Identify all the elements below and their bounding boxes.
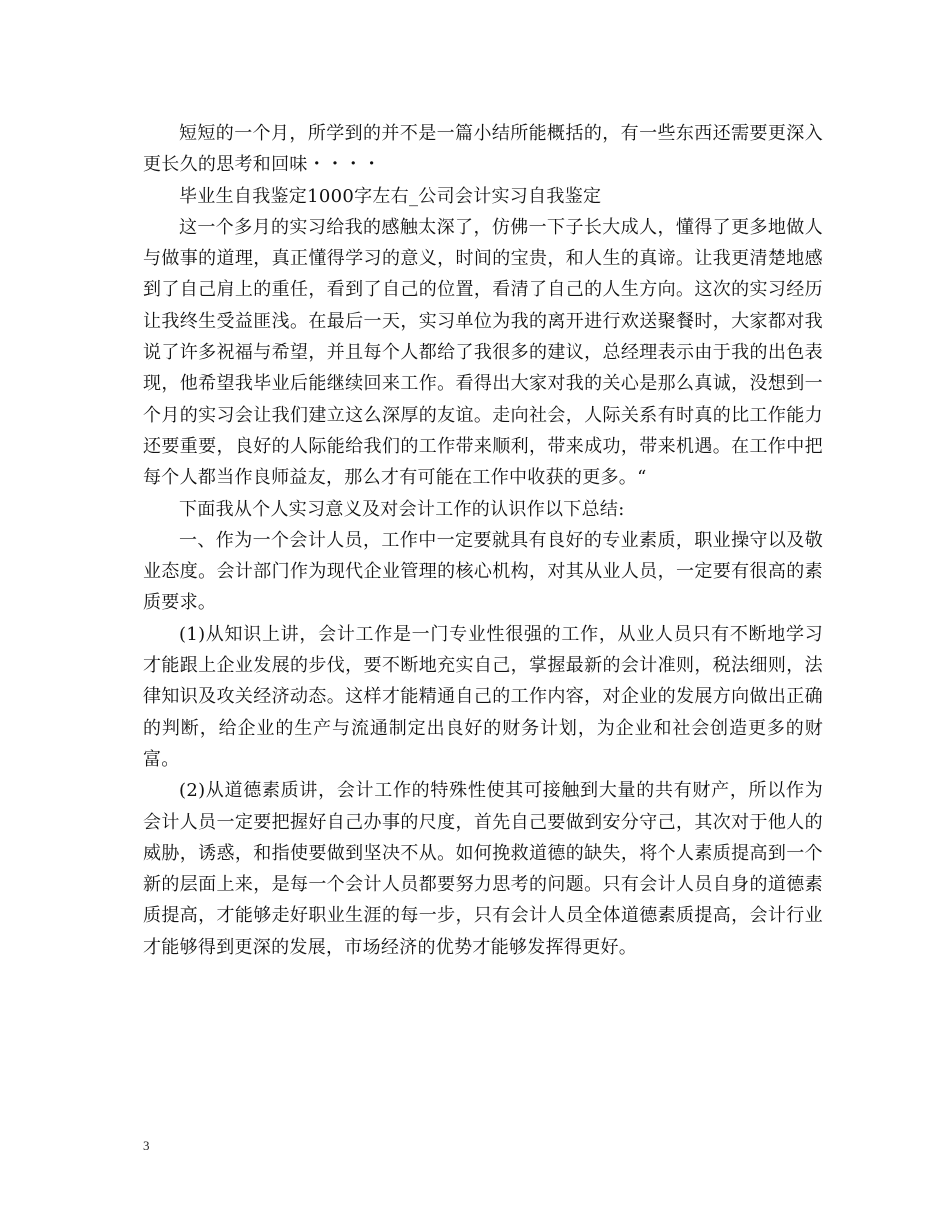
section-heading: 毕业生自我鉴定1000字左右_公司会计实习自我鉴定 <box>179 185 602 207</box>
document-body <box>143 118 823 963</box>
page-number: 3 <box>143 1138 150 1153</box>
paragraph-point-one: 一、作为一个会计人员，工作中一定要就具有良好的专业素质，职业操守以及敬业态度。会计部门作为现代企业管理的核心机构，对其从业人员，一定要有很高的素质要求。 <box>143 529 823 614</box>
paragraph-ethics: (2)从道德素质讲，会计工作的特殊性使其可接触到大量的共有财产，所以作为会计人员一定要把握好自己办事的尺度，首先自己要做到安分守己，其次对于他人的威胁，诱惑，和指使要做到坚决不从。如何挽救道德的缺失，将个人素质提高到一个新的层面上来，是每一个会计人员都要努力思考的问题。只有会计人员自身的道德素质提高，才能够走好职业生涯的每一步，只有会计人员全体道德素质提高，会计行业才能够得到更深的发展，市场经济的优势才能够发挥得更好。 <box>143 780 823 958</box>
paragraph-closing-reflection: 短短的一个月，所学到的并不是一篇小结所能概括的，有一些东西还需要更深入更长久的思考和回味・・・・ <box>143 123 823 176</box>
paragraph-summary-intro: 下面我从个人实习意义及对会计工作的认识作以下总结: <box>179 498 625 520</box>
paragraph-knowledge: (1)从知识上讲，会计工作是一门专业性很强的工作，从业人员只有不断地学习才能跟上企业发展的步伐，要不断地充实自己，掌握最新的会计准则，税法细则，法律知识及攻关经济动态。这样才能精通自己的工作内容，对企业的发展方向做出正确的判断，给企业的生产与流通制定出良好的财务计划，为企业和社会创造更多的财富。 <box>143 623 823 770</box>
paragraph-internship-experience: 这一个多月的实习给我的感触太深了，仿佛一下子长大成人，懂得了更多地做人与做事的道理，真正懂得学习的意义，时间的宝贵，和人生的真谛。让我更清楚地感到了自己肩上的重任，看到了自己的位置，看清了自己的人生方向。这次的实习经历让我终生受益匪浅。在最后一天，实习单位为我的离开进行欢送聚餐时，大家都对我说了许多祝福与希望，并且每个人都给了我很多的建议，总经理表示由于我的出色表现，他希望我毕业后能继续回来工作。看得出大家对我的关心是那么真诚，没想到一个月的实习会让我们建立这么深厚的友谊。走向社会，人际关系有时真的比工作能力还要重要，良好的人际能给我们的工作带来顺利，带来成功，带来机遇。在工作中把每个人都当作良师益友，那么才有可能在工作中收获的更多。“ <box>143 216 823 489</box>
